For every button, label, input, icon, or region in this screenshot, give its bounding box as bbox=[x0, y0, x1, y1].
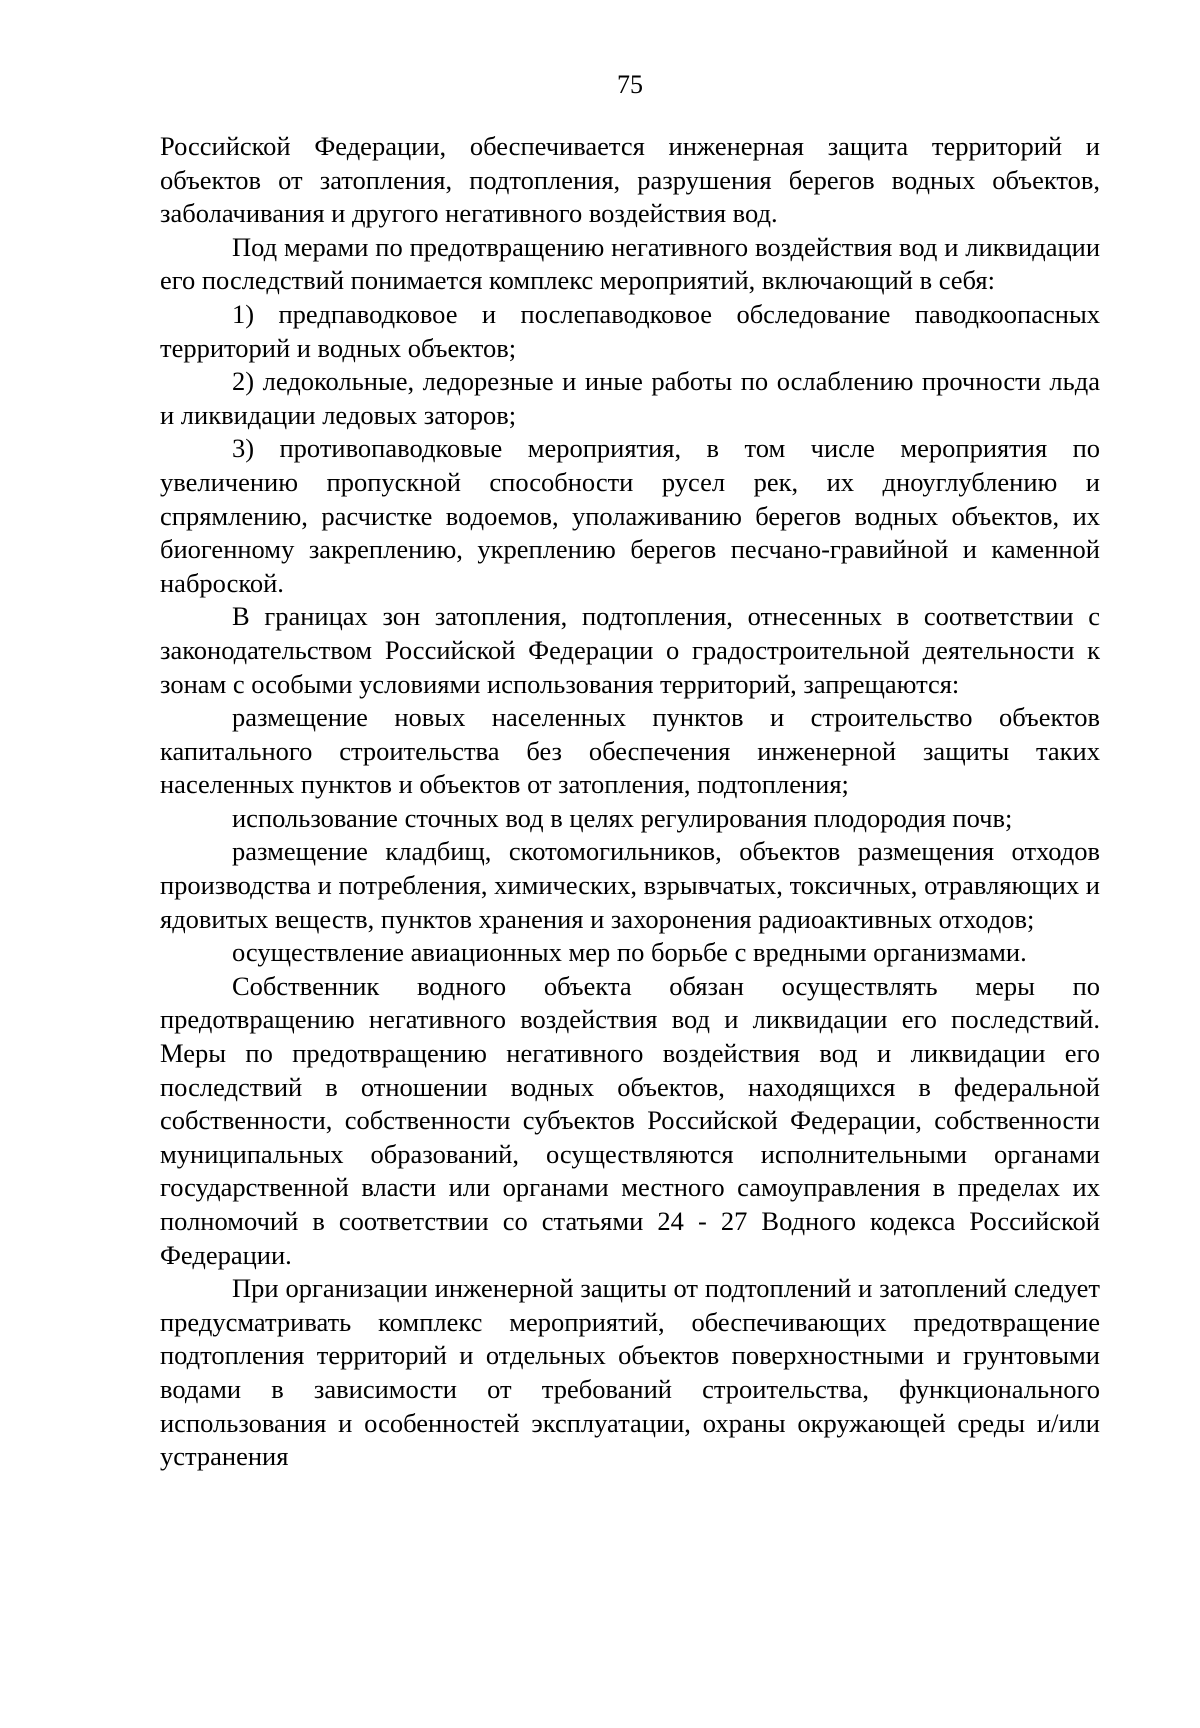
paragraph-measures-definition: Под мерами по предотвращению негативного воздействия вод и ликвидации его последствий понимается комплекс мероприятий, включающий в себя: bbox=[160, 231, 1100, 296]
document-page bbox=[160, 70, 1100, 1474]
list-item-2: 2) ледокольные, ледорезные и иные работы по ослаблению прочности льда и ликвидации ледовых заторов; bbox=[160, 366, 1100, 430]
list-item-3: 3) противопаводковые мероприятия, в том числе мероприятия по увеличению пропускной способности русел рек, их дноуглублению и спрямлению, расчистке водоемов, уполаживанию берегов водных объектов, их биогенному закреплению, укреплению берегов песчано-гравийной и каменной наброской. bbox=[160, 433, 1100, 598]
page-number: 75 bbox=[617, 70, 643, 99]
prohibition-item: осуществление авиационных мер по борьбе с вредными организмами. bbox=[232, 937, 1027, 968]
prohibition-item: размещение новых населенных пунктов и строительство объектов капитального строительства без обеспечения инженерной защиты таких населенных пунктов и объектов от затопления, подтопления; bbox=[160, 702, 1100, 800]
paragraph-engineering-protection: При организации инженерной защиты от подтоплений и затоплений следует предусматривать комплекс мероприятий, обеспечивающих предотвращение подтопления территорий и отдельных объектов поверхностными и грунтовыми водами в зависимости от требований строительства, функционального использования и особенностей эксплуатации, охраны окружающей среды и/или устранения bbox=[160, 1273, 1100, 1472]
paragraph-flood-zones: В границах зон затопления, подтопления, отнесенных в соответствии с законодательством Российской Федерации о градостроительной деятельности к зонам с особыми условиями использования территорий, запрещаются: bbox=[160, 601, 1100, 699]
paragraph-continuation: Российской Федерации, обеспечивается инженерная защита территорий и объектов от затопления, подтопления, разрушения берегов водных объектов, заболачивания и другого негативного воздействия вод. bbox=[160, 131, 1100, 229]
list-item-1: 1) предпаводковое и послепаводковое обследование паводкоопасных территорий и водных объектов; bbox=[160, 298, 1100, 363]
prohibition-item: использование сточных вод в целях регулирования плодородия почв; bbox=[232, 802, 1013, 833]
paragraph-owner-obligations: Собственник водного объекта обязан осуществлять меры по предотвращению негативного воздействия вод и ликвидации его последствий. Меры по предотвращению негативного воздействия вод и ликвидации его последствий в отношении водных объектов, находящихся в федеральной собственности, собственности субъектов Российской Федерации, собственности муниципальных образований, осуществляются исполнительными органами государственной власти или органами местного самоуправления в пределах их полномочий в соответствии со статьями 24 - 27 Водного кодекса Российской Федерации. bbox=[160, 970, 1100, 1270]
prohibition-item: размещение кладбищ, скотомогильников, объектов размещения отходов производства и потребления, химических, взрывчатых, токсичных, отравляющих и ядовитых веществ, пунктов хранения и захоронения радиоактивных отходов; bbox=[160, 836, 1100, 934]
